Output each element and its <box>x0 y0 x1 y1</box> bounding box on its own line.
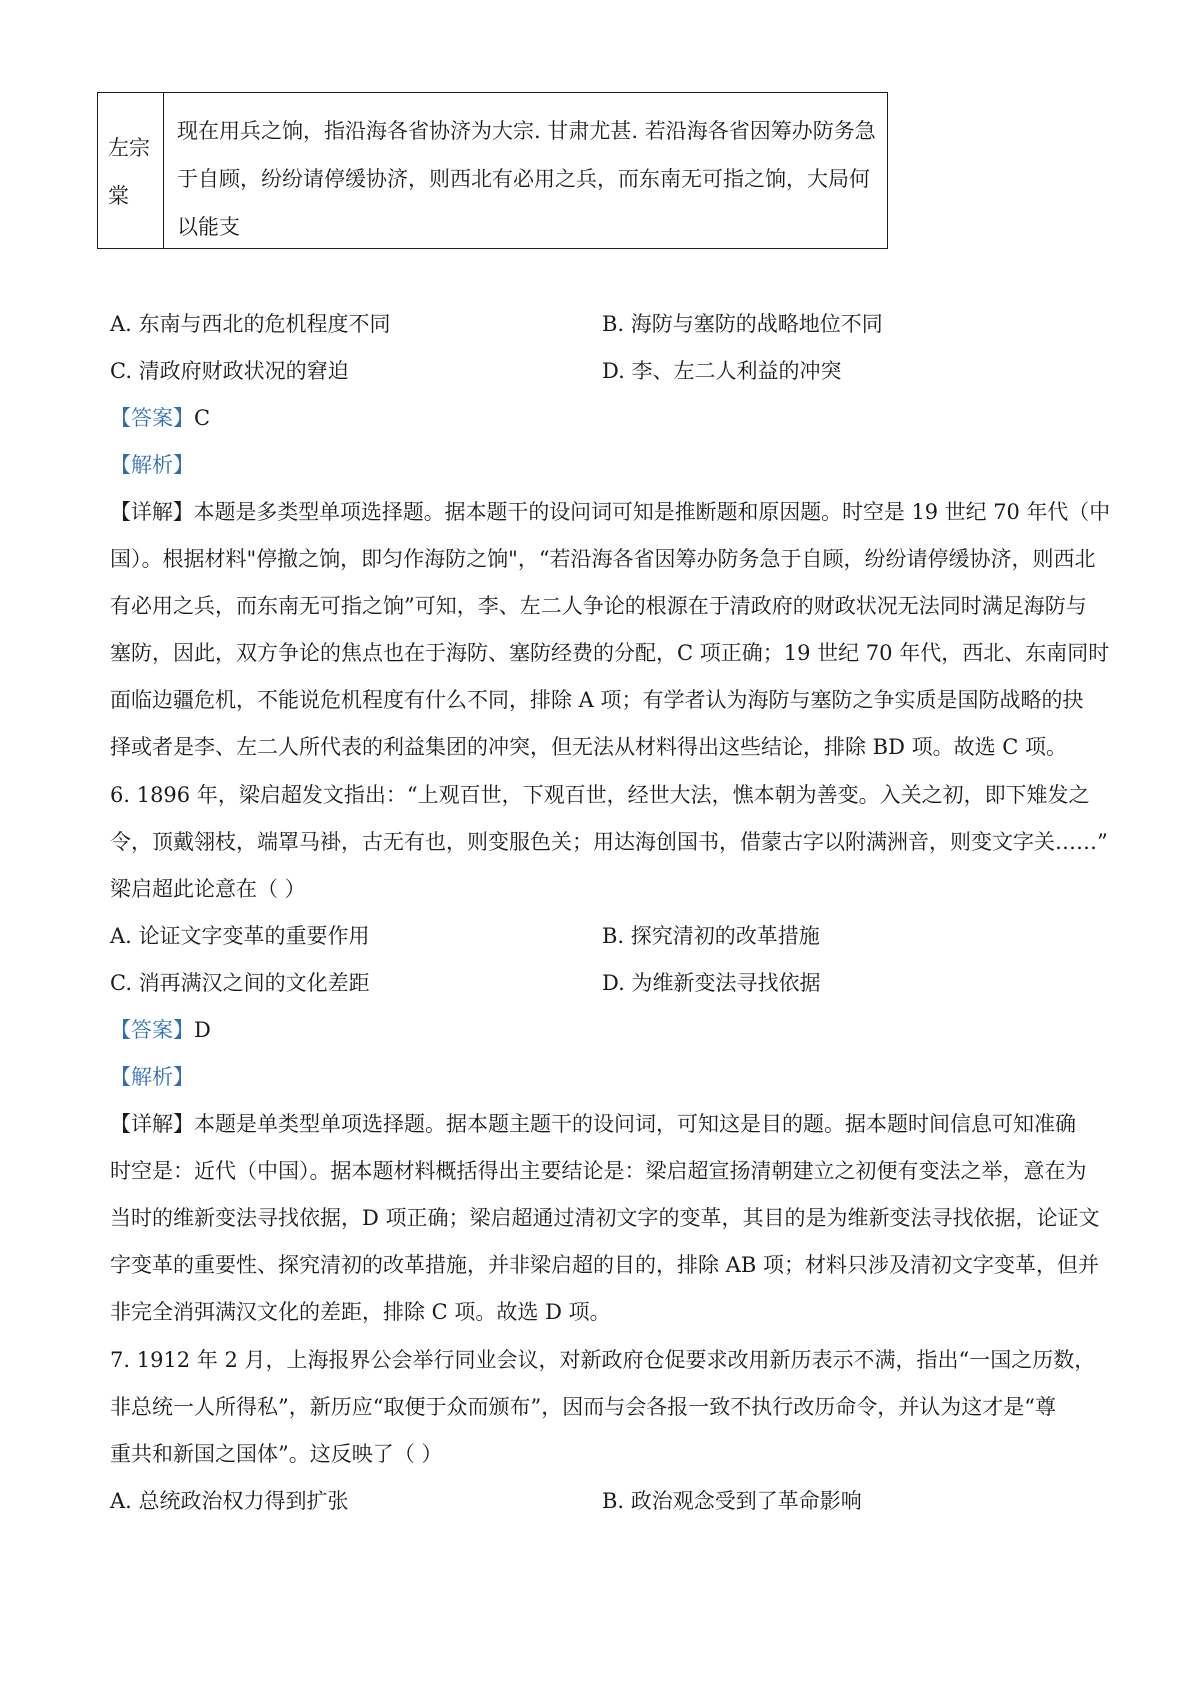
detail-line: 时空是：近代（中国）。据本题材料概括得出主要结论是：梁启超宣扬清朝建立之初便有变法之举，意在为 <box>110 1159 1087 1183</box>
detail-line: 择或者是李、左二人所代表的利益集团的冲突，但无法从材料得出这些结论，排除 BD 项。故选 C 项。 <box>110 735 1068 759</box>
answer-line <box>110 408 210 429</box>
option-c[interactable]: C. 清政府财政状况的窘迫 <box>110 359 349 383</box>
question-stem-line: 令，顶戴翎枝，端罩马褂，古无有也，则变服色关；用达海创国书，借蒙古字以附满洲音，则变文字关……” <box>110 830 1108 854</box>
detail-tag: 【详解】 <box>110 1112 194 1136</box>
option-row <box>110 361 1070 382</box>
question-stem-line: 重共和新国之国体”。这反映了（ ） <box>110 1442 443 1466</box>
quote-author-cell <box>98 93 164 248</box>
detail-line <box>110 500 1111 524</box>
analysis-tag: 【解析】 <box>110 1065 194 1089</box>
option-row <box>110 314 1070 335</box>
detail-line <box>110 1114 1076 1135</box>
question-stem-line: 非总统一人所得私”，新历应“取便于众而颁布”，因而与会各报一致不执行改历命令，并认为这才是“尊 <box>110 1395 1056 1419</box>
answer-value: C <box>194 406 211 430</box>
option-b[interactable]: B. 探究清初的改革措施 <box>602 924 820 948</box>
quote-text-line: 以能支 <box>177 215 240 239</box>
detail-line: 有必用之兵，而东南无可指之饷”可知，李、左二人争论的根源在于清政府的财政状况无法同时满足海防与 <box>110 594 1087 618</box>
answer-line <box>110 1020 211 1041</box>
answer-tag: 【答案】 <box>110 406 194 430</box>
analysis-tag: 【解析】 <box>110 453 194 477</box>
answer-value: D <box>194 1018 211 1042</box>
option-c[interactable]: C. 消再满汉之间的文化差距 <box>110 971 370 995</box>
option-a[interactable]: A. 论证文字变革的重要作用 <box>110 924 370 948</box>
detail-text: 本题是多类型单项选择题。据本题干的设问词可知是推断题和原因题。时空是 19 世纪 70 年代（中 <box>193 500 1111 524</box>
question-stem-line: 7. 1912 年 2 月，上海报界公会举行同业会议，对新政府仓促要求改用新历表示不满，指出“一国之历数， <box>110 1348 1096 1372</box>
option-b[interactable]: B. 海防与塞防的战略地位不同 <box>602 312 883 336</box>
quote-author-line: 棠 <box>108 184 129 208</box>
detail-line: 当时的维新变法寻找依据，D 项正确；梁启超通过清初文字的变革，其目的是为维新变法寻找依据，论证文 <box>110 1206 1100 1230</box>
detail-line: 国）。根据材料"停撤之饷，即匀作海防之饷"，“若沿海各省因筹办防务急于自顾，纷纷请停缓协济，则西北 <box>110 547 1096 571</box>
detail-line: 非完全消弭满汉文化的差距，排除 C 项。故选 D 项。 <box>110 1300 611 1324</box>
detail-line: 字变革的重要性、探究清初的改革措施，并非梁启超的目的，排除 AB 项；材料只涉及清初文字变革，但并 <box>110 1253 1099 1277</box>
option-d[interactable]: D. 为维新变法寻找依据 <box>602 971 821 995</box>
analysis-heading <box>110 455 194 476</box>
quote-text-line: 现在用兵之饷，指沿海各省协济为大宗. 甘肃尤甚. 若沿海各省因筹办防务急 <box>177 119 876 143</box>
quote-text-line: 于自顾，纷纷请停缓协济，则西北有必用之兵，而东南无可指之饷，大局何 <box>177 167 870 191</box>
detail-line: 塞防，因此，双方争论的焦点也在于海防、塞防经费的分配，C 项正确；19 世纪 70 年代，西北、东南同时 <box>110 641 1110 665</box>
answer-tag: 【答案】 <box>110 1018 194 1042</box>
question-stem-line: 梁启超此论意在（ ） <box>110 877 306 901</box>
detail-line: 面临边疆危机，不能说危机程度有什么不同，排除 A 项；有学者认为海防与塞防之争实质是国防战略的抉 <box>110 688 1084 712</box>
option-a[interactable]: A. 总统政治权力得到扩张 <box>110 1489 349 1513</box>
option-a[interactable]: A. 东南与西北的危机程度不同 <box>110 312 391 336</box>
option-row <box>110 1491 1070 1512</box>
detail-text: 本题是单类型单项选择题。据本题主题干的设问词，可知这是目的题。据本题时间信息可知准确 <box>194 1112 1076 1136</box>
quote-table <box>97 92 888 249</box>
option-row <box>110 926 1070 947</box>
option-d[interactable]: D. 李、左二人利益的冲突 <box>602 359 842 383</box>
analysis-heading <box>110 1067 194 1088</box>
quote-text-cell <box>164 93 887 248</box>
option-row <box>110 973 1070 994</box>
detail-tag: 【详解】 <box>110 500 194 524</box>
option-b[interactable]: B. 政治观念受到了革命影响 <box>602 1489 862 1513</box>
question-stem-line: 6. 1896 年，梁启超发文指出：“上观百世，下观百世，经世大法，憔本朝为善变。入关之初，即下雉发之 <box>110 783 1090 807</box>
quote-author-line: 左宗 <box>108 136 150 160</box>
